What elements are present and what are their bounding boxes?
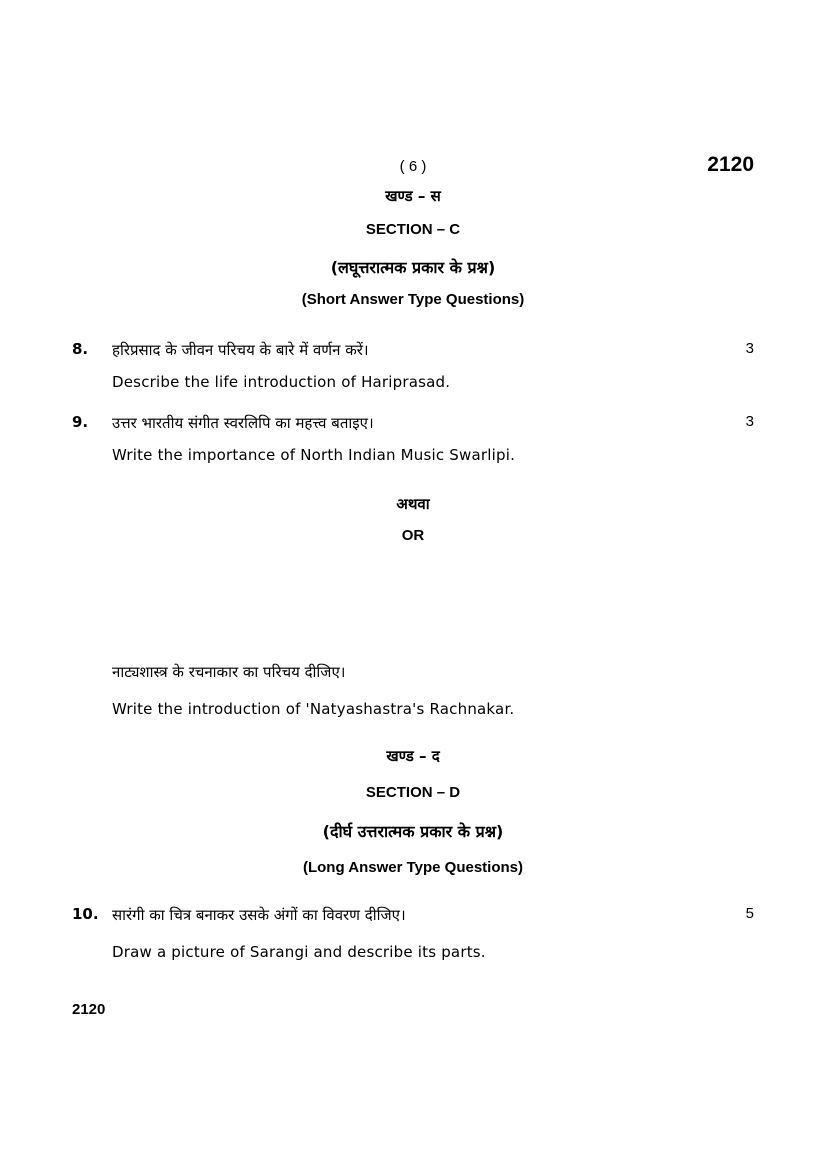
question-english-text: Describe the life introduction of Hariprasad.	[112, 373, 451, 391]
question-english-text: Write the importance of North Indian Music Swarlipi.	[112, 446, 516, 464]
page-number: ( 6 )	[399, 158, 427, 175]
section-c-title: SECTION – C	[365, 221, 461, 238]
question-marks: 3	[745, 413, 754, 430]
paper-code-footer: 2120	[72, 1001, 106, 1018]
section-d-title: SECTION – D	[365, 784, 461, 801]
or-hindi: अथवा	[396, 495, 430, 513]
question-marks: 3	[745, 340, 754, 357]
section-d-hindi-subtitle: (दीर्घ उत्तरात्मक प्रकार के प्रश्न)	[322, 822, 504, 841]
question-number: 10.	[72, 905, 99, 923]
question-hindi-text: सारंगी का चित्र बनाकर उसके अंगों का विवरण दीजिए।	[112, 906, 406, 924]
question-english-text: Draw a picture of Sarangi and describe its parts.	[112, 943, 486, 961]
question-hindi-text: उत्तर भारतीय संगीत स्वरलिपि का महत्त्व बताइए।	[112, 414, 374, 432]
section-c-hindi-subtitle: (लघूत्तरात्मक प्रकार के प्रश्न)	[330, 258, 496, 277]
or-english: OR	[401, 527, 425, 544]
section-d-hindi-title: खण्ड – द	[386, 747, 440, 765]
question-marks: 5	[745, 905, 754, 922]
section-c-subtitle: (Short Answer Type Questions)	[301, 291, 525, 308]
alternative-english-text: Write the introduction of 'Natyashastra's Rachnakar.	[112, 700, 515, 718]
paper-code-header: 2120	[707, 153, 754, 176]
question-number: 8.	[72, 340, 89, 358]
question-number: 9.	[72, 413, 89, 431]
section-d-subtitle: (Long Answer Type Questions)	[302, 859, 523, 876]
question-hindi-text: हरिप्रसाद के जीवन परिचय के बारे में वर्णन करें।	[112, 341, 369, 359]
alternative-hindi-text: नाट्यशास्त्र के रचनाकार का परिचय दीजिए।	[112, 663, 346, 681]
section-c-hindi-title: खण्ड – स	[385, 187, 441, 205]
